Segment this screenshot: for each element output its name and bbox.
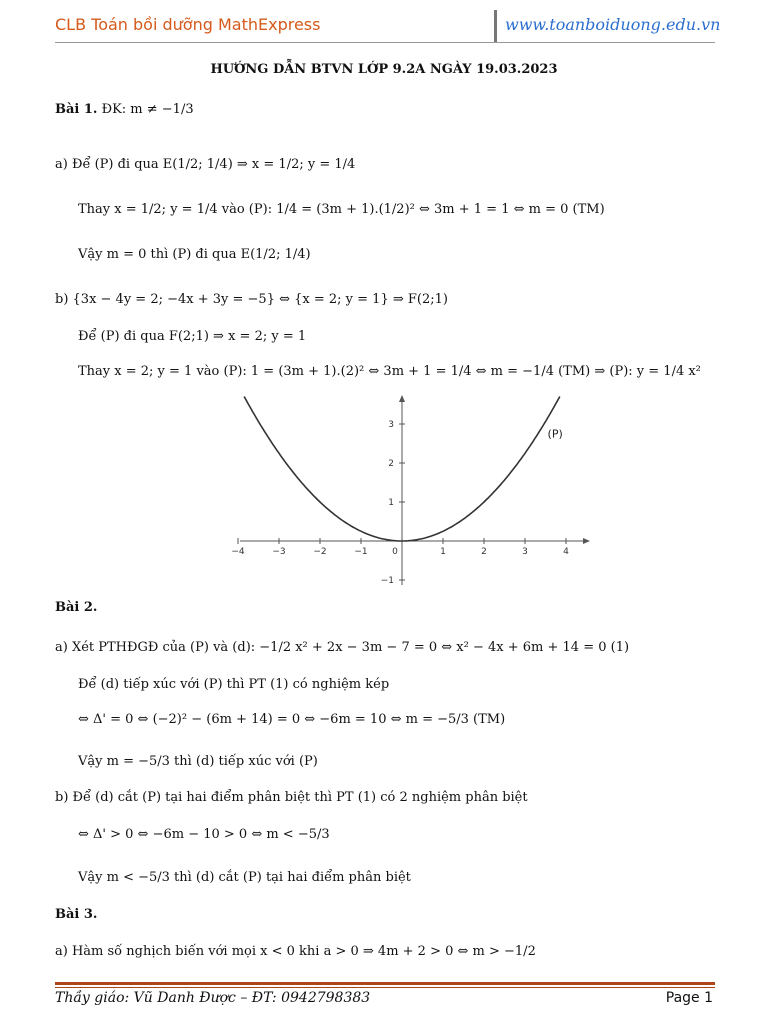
line-text: Thay x = 1/2; y = 1/4 vào (P): 1/4 = (3m + 1).(1/2)² ⇔ 3m + 1 = 1 ⇔ m = 0 (TM) [78,202,605,217]
y-tick-label: 3 [388,420,394,430]
line-text: Vậy m = −5/3 thì (d) tiếp xúc với (P) [78,754,318,769]
parabola-graph [231,395,590,587]
y-tick-label: −1 [380,576,394,586]
header-divider [55,42,715,43]
line-text: a) Hàm số nghịch biến với mọi x < 0 khi a > 0 ⇒ 4m + 2 > 0 ⇔ m > −1/2 [55,944,536,959]
x-tick-label: 3 [522,547,528,557]
line-l4 [55,290,448,310]
line-bai2 [55,598,97,618]
line-l1 [55,155,355,175]
line-l7 [55,638,629,658]
x-tick-label: 0 [392,547,398,557]
footer-teacher: Thầy giáo: Vũ Danh Được – ĐT: 0942798383 [55,990,371,1006]
exercise-heading: Bài 1. [55,102,98,117]
curve-label: (P) [547,427,563,441]
x-tick-label: 4 [563,547,569,557]
line-l6 [78,362,701,382]
line-text: Thay x = 2; y = 1 vào (P): 1 = (3m + 1).(2)² ⇔ 3m + 1 = 1/4 ⇔ m = −1/4 (TM) ⇒ (P): y = 1/4 x² [78,364,701,379]
page-number: Page 1 [665,990,713,1006]
line-text: Để (P) đi qua F(2;1) ⇒ x = 2; y = 1 [78,329,307,344]
line-l3 [78,245,311,265]
line-text: Vậy m = 0 thì (P) đi qua E(1/2; 1/4) [78,247,311,262]
y-tick-label: 2 [388,459,394,469]
line-text: a) Để (P) đi qua E(1/2; 1/4) ⇒ x = 1/2; y = 1/4 [55,157,356,172]
line-l13 [78,868,411,888]
line-text: Vậy m < −5/3 thì (d) cắt (P) tại hai điểm phân biệt [78,870,411,885]
line-l11 [55,788,528,808]
document-title: HƯỚNG DẪN BTVN LỚP 9.2A NGÀY 19.03.2023 [210,62,558,77]
x-tick-label: 2 [481,547,487,557]
footer-divider-thin [55,987,715,988]
line-text: ⇔ Δ' = 0 ⇔ (−2)² − (6m + 14) = 0 ⇔ −6m = 10 ⇔ m = −5/3 (TM) [78,712,506,727]
line-l12 [78,825,330,845]
x-tick-label: −2 [313,547,327,557]
exercise-heading: Bài 2. [55,600,98,615]
x-tick-label: 1 [440,547,446,557]
line-l2 [78,200,605,220]
x-tick-label: −1 [354,547,368,557]
line-text: Để (d) tiếp xúc với (P) thì PT (1) có nghiệm kép [78,677,390,692]
line-text: b) Để (d) cắt (P) tại hai điểm phân biệt thì PT (1) có 2 nghiệm phân biệt [55,790,528,805]
line-l14 [55,942,536,962]
line-l5 [78,327,306,347]
exercise-heading: Bài 3. [55,907,98,922]
line-l8 [78,675,389,695]
club-name: CLB Toán bồi dưỡng MathExpress [55,15,321,34]
footer-divider-thick [55,982,715,985]
x-axis-arrow [583,538,590,544]
line-bai1 [55,100,194,120]
line-text: ⇔ Δ' > 0 ⇔ −6m − 10 > 0 ⇔ m < −5/3 [78,827,330,842]
x-tick-label: −4 [231,547,245,557]
line-l9 [78,710,505,730]
line-text: a) Xét PTHĐGĐ của (P) và (d): −1/2 x² + 2x − 3m − 7 = 0 ⇔ x² − 4x + 6m + 14 = 0 (1) [55,640,630,655]
line-text: ĐK: m ≠ −1/3 [97,102,194,117]
x-tick-label: −3 [272,547,286,557]
y-axis-arrow [399,395,405,402]
website-link[interactable]: www.toanboiduong.edu.vn [505,15,721,34]
line-text: b) {3x − 4y = 2; −4x + 3y = −5} ⇔ {x = 2; y = 1} ⇒ F(2;1) [55,292,448,307]
header-separator [494,10,497,42]
line-bai3 [55,905,97,925]
y-tick-label: 1 [388,498,394,508]
line-l10 [78,752,318,772]
